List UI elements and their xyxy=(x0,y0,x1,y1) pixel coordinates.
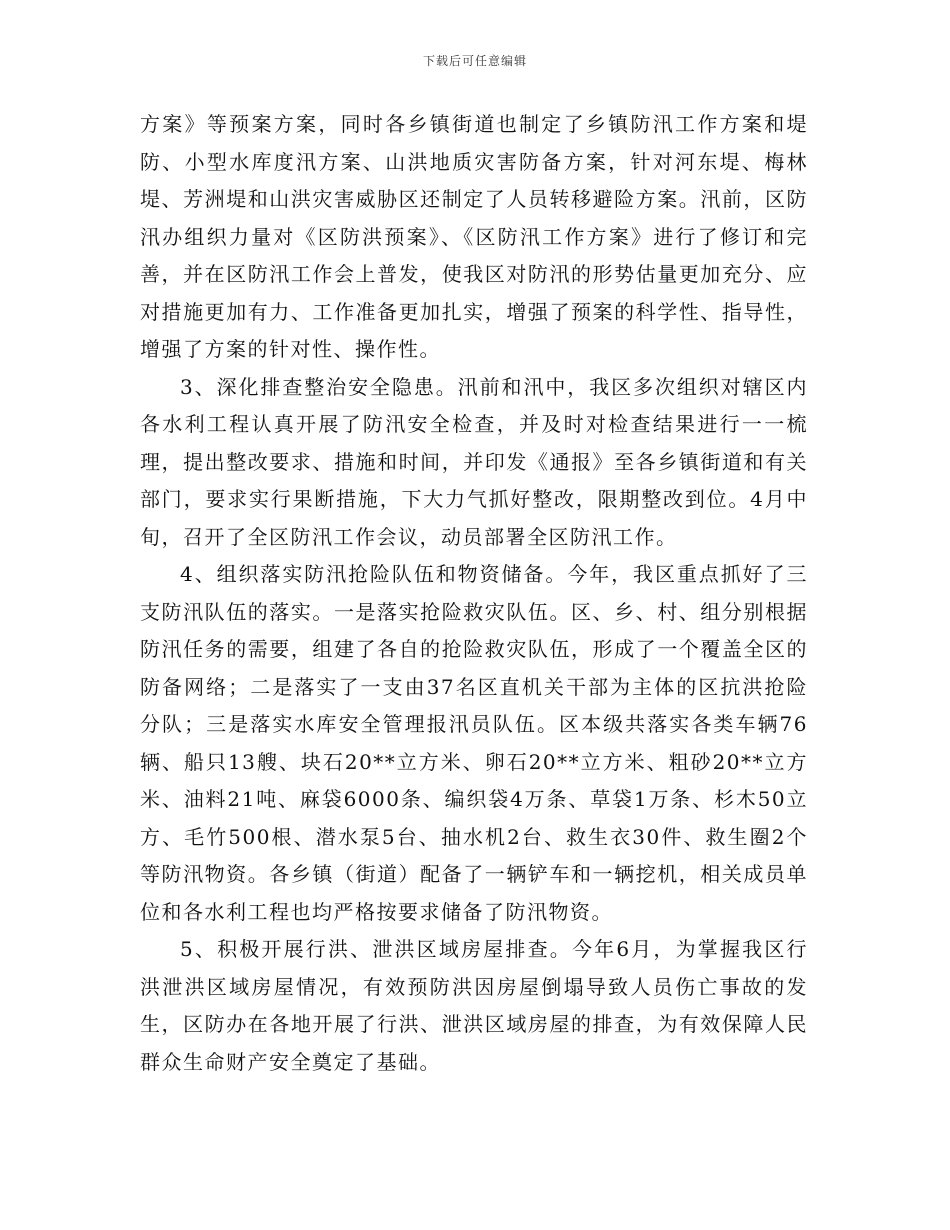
paragraph-item-5-housing-survey: 5、积极开展行洪、泄洪区域房屋排查。今年6月，为掌握我区行洪泄洪区域房屋情况，有效预防洪因房屋倒塌导致人员伤亡事故的发生，区防办在各地开展了行洪、泄洪区域房屋的排查，为有效保障人民群众生命财产安全奠定了基础。 xyxy=(140,937,808,1074)
paragraph-item-4-rescue-teams-supplies: 4、组织落实防汛抢险队伍和物资储备。今年，我区重点抓好了三支防汛队伍的落实。一是落实抢险救灾队伍。区、乡、村、组分别根据防汛任务的需要，组建了各自的抢险救灾队伍，形成了一个覆盖全区的防备网络；二是落实了一支由37名区直机关干部为主体的区抗洪抢险分队；三是落实水库安全管理报汛员队伍。区本级共落实各类车辆76辆、船只13艘、块石20**立方米、卵石20**立方米、粗砂20**立方米、油料21吨、麻袋6000条、编织袋4万条、草袋1万条、杉木50立方、毛竹500根、潜水泵5台、抽水机2台、救生衣30件、救生圈2个等防汛物资。各乡镇（街道）配备了一辆铲车和一辆挖机，相关成员单位和各水利工程也均严格按要求储备了防汛物资。 xyxy=(140,562,808,924)
paragraph-item-3-hazard-inspection: 3、深化排查整治安全隐患。汛前和汛中，我区多次组织对辖区内各水利工程认真开展了防汛安全检查，并及时对检查结果进行一一梳理，提出整改要求、措施和时间，并印发《通报》至各乡镇街道和有关部门，要求实行果断措施，下大力气抓好整改，限期整改到位。4月中旬，召开了全区防汛工作会议，动员部署全区防汛工作。 xyxy=(140,374,808,549)
page-header: 下载后可任意编辑 xyxy=(422,54,527,68)
document-body xyxy=(140,106,808,1081)
paragraph-continued-plan: 方案》等预案方案，同时各乡镇街道也制定了乡镇防汛工作方案和堤防、小型水库度汛方案、山洪地质灾害防备方案，针对河东堤、梅林堤、芳洲堤和山洪灾害威胁区还制定了人员转移避险方案。汛前，区防汛办组织力量对《区防洪预案》、《区防汛工作方案》进行了修订和完善，并在区防汛工作会上普发，使我区对防汛的形势估量更加充分、应对措施更加有力、工作准备更加扎实，增强了预案的科学性、指导性，增强了方案的针对性、操作性。 xyxy=(140,112,808,361)
